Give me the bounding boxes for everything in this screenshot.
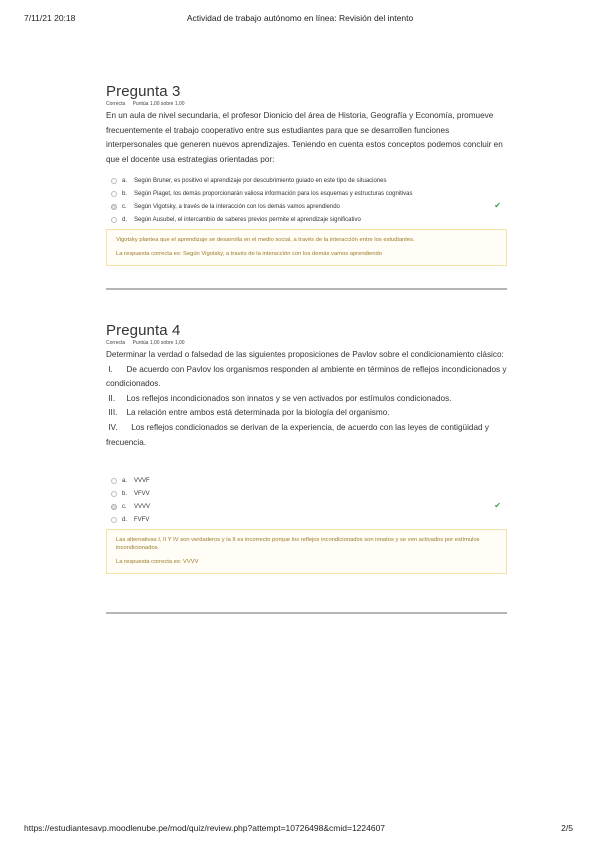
option-text: Según Vigotsky, a través de la interacción con los demás vamos aprendiendo — [134, 203, 340, 210]
option-text: FVFV — [134, 516, 150, 523]
option-letter: c. — [122, 503, 127, 510]
radio-button[interactable] — [111, 491, 117, 497]
radio-button[interactable] — [111, 191, 117, 197]
question-score: Puntúa 1,00 sobre 1,00 — [132, 340, 185, 346]
radio-button[interactable] — [111, 478, 117, 484]
option-text: Según Bruner, es positivo el aprendizaje por descubrimiento guiado en este tipo de situaciones — [134, 177, 387, 184]
option-c[interactable] — [106, 200, 507, 213]
question-text — [106, 348, 507, 450]
option-text: Según Piaget, los demás proporcionarán valiosa información para los esquemas y estructuras cognitivas — [134, 190, 413, 197]
check-icon: ✔ — [494, 201, 501, 211]
answer-options — [106, 474, 507, 526]
radio-button[interactable] — [111, 178, 117, 184]
option-a[interactable] — [106, 474, 507, 487]
option-b[interactable] — [106, 487, 507, 500]
option-letter: d. — [122, 216, 128, 223]
radio-button-selected[interactable] — [111, 504, 117, 510]
question-meta — [106, 101, 507, 107]
proposition-3: III. La relación entre ambos está determinada por la biología del organismo. — [106, 408, 390, 418]
option-d[interactable] — [106, 513, 507, 526]
proposition-2: II. Los reflejos incondicionados son innatos y se ven activados por estímulos condicionados. — [106, 393, 452, 403]
option-letter: a. — [122, 477, 128, 484]
answer-options — [106, 174, 507, 226]
question-4 — [106, 322, 507, 574]
option-a[interactable] — [106, 174, 507, 187]
radio-button[interactable] — [111, 217, 117, 223]
proposition-1: I. De acuerdo con Pavlov los organismos responden al ambiente en términos de reflejos incondicionados y condicionados. — [106, 364, 509, 389]
print-title: Actividad de trabajo autónomo en línea: Revisión del intento — [186, 13, 414, 23]
correct-answer: La respuesta correcta es: Según Vigotsky, a través de la interacción con los demás vamos aprendiendo — [116, 251, 382, 258]
feedback-text: Las alternativas I, II Y IV son verdaderos y la II es incorrecto porque los reflejos incondicionados son innatos y se ven activados por estímulos incondicionados. — [116, 537, 480, 552]
question-divider — [106, 288, 507, 290]
feedback-box — [106, 229, 507, 266]
option-c[interactable] — [106, 500, 507, 513]
question-divider — [106, 612, 507, 614]
question-title: Pregunta 3 — [106, 83, 181, 100]
page-number: 2/5 — [561, 823, 573, 833]
feedback-box — [106, 529, 507, 574]
option-letter: c. — [122, 203, 127, 210]
feedback-text: Vigotsky plantea que el aprendizaje se desarrolla en el medio social, a través de la interacción entre los estudiantes. — [116, 237, 415, 244]
radio-button[interactable] — [111, 517, 117, 523]
option-d[interactable] — [106, 213, 507, 226]
question-status: Correcta — [106, 340, 126, 346]
print-url: https://estudiantesavp.moodlenube.pe/mod/quiz/review.php?attempt=10726498&cmid=1224607 — [24, 823, 386, 833]
option-b[interactable] — [106, 187, 507, 200]
check-icon: ✔ — [494, 501, 501, 511]
question-3 — [106, 83, 507, 266]
question-status: Correcta — [106, 101, 126, 107]
option-text: VVVV — [134, 503, 151, 510]
question-title: Pregunta 4 — [106, 322, 181, 339]
option-letter: d. — [122, 516, 128, 523]
question-meta — [106, 340, 507, 346]
option-letter: b. — [122, 490, 128, 497]
option-text: VFVV — [134, 490, 150, 497]
correct-answer: La respuesta correcta es: VVVV — [116, 559, 199, 566]
option-letter: b. — [122, 190, 128, 197]
option-text: Según Ausubel, el intercambio de saberes previos permite el aprendizaje significativo — [134, 216, 361, 223]
option-letter: a. — [122, 177, 128, 184]
proposition-4: IV. Los reflejos condicionados se derivan de la experiencia, de acuerdo con las leyes de contigüidad y frecuencia. — [106, 422, 492, 447]
radio-button-selected[interactable] — [111, 204, 117, 210]
print-date: 7/11/21 20:18 — [24, 13, 76, 23]
question-intro: Determinar la verdad o falsedad de las siguientes proposiciones de Pavlov sobre el condicionamiento clásico: — [106, 350, 504, 359]
option-text: VVVF — [134, 477, 150, 484]
question-score: Puntúa 1,00 sobre 1,00 — [132, 101, 185, 107]
question-text: En un aula de nivel secundaria, el profesor Dionicio del área de Historia, Geografía y Economía, promueve frecuentemente el trabajo cooperativo entre sus estudiantes para que se desarrollen funciones interpersonales que generen nuevos aprendizajes. Teniendo en cuenta estos conceptos podemos concluir en que el docente usa estrategias orientadas por: — [106, 111, 503, 164]
